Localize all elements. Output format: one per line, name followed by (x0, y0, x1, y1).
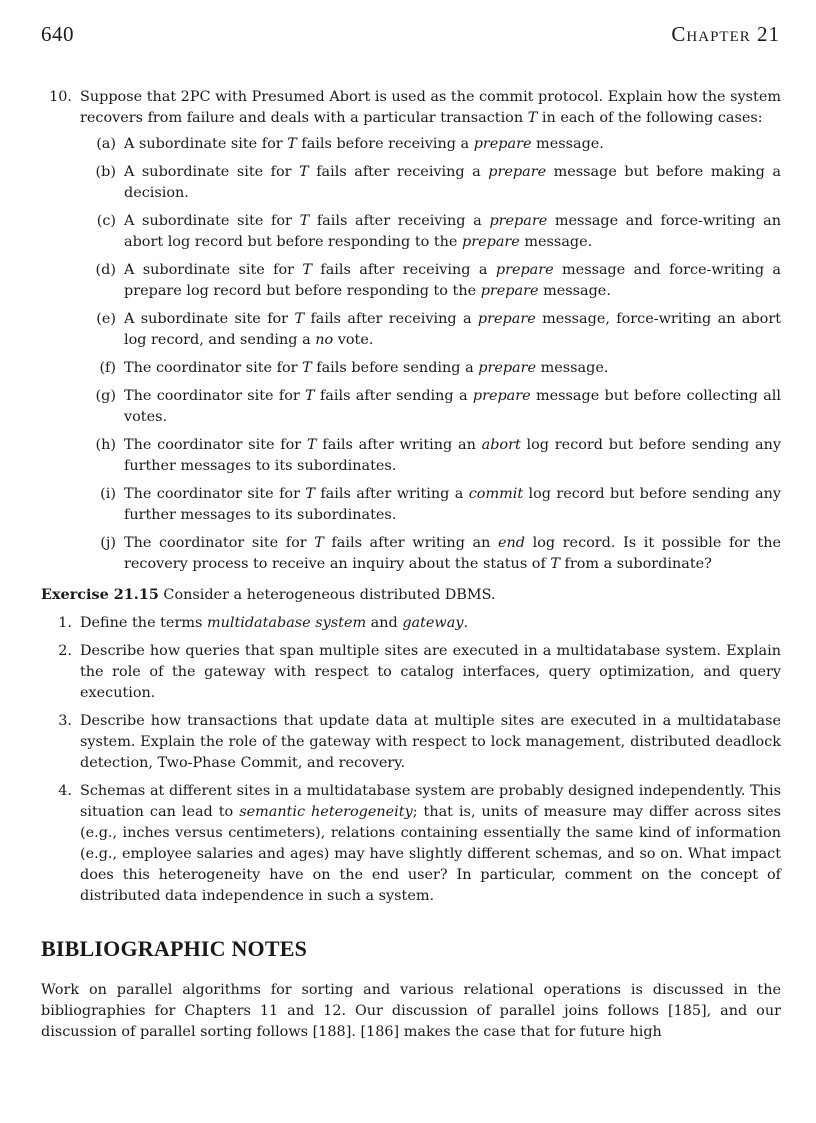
exercise-list (41, 613, 781, 907)
case-item-i: (i) The coordinator site for T fails after writing a commit log record but before sending any further messages to its subordinates. (100, 486, 781, 523)
page-body (41, 87, 781, 1043)
case-item-f: (f) The coordinator site for T fails before sending a prepare message. (99, 360, 609, 376)
exercise-item-2: 2. Describe how queries that span multiple sites are executed in a multidatabase system. Explain the role of the gateway with respect to catalog interfaces, query optimization, and query execution. (58, 643, 781, 701)
bibliographic-paragraph: Work on parallel algorithms for sorting and various relational operations is discussed in the bibliographies for Chapters 11 and 12. Our discussion of parallel joins follows [185], and our discussion of parallel sorting follows [188]. [186] makes the case that for future high (41, 982, 781, 1040)
case-item-h: (h) The coordinator site for T fails after writing an abort log record but before sending any further messages to its subordinates. (95, 437, 781, 474)
section-heading-bibliographic-notes: BIBLIOGRAPHIC NOTES (41, 936, 308, 961)
question-number: 10. (49, 89, 72, 105)
page-number: 640 (41, 22, 74, 46)
exercise-21-15 (41, 584, 781, 606)
exercise-item-1: 1. Define the terms multidatabase system and gateway. (58, 615, 469, 631)
case-item-e: (e) A subordinate site for T fails after receiving a prepare message, force-writing an abort log record, and sending a no vote. (96, 311, 781, 348)
case-item-b: (b) A subordinate site for T fails after receiving a prepare message but before making a decision. (95, 164, 781, 201)
exercise-label: Exercise 21.15 (41, 586, 159, 603)
case-list (41, 134, 781, 575)
case-item-g: (g) The coordinator site for T fails after sending a prepare message but before collecting all votes. (95, 388, 781, 425)
exercise-item-4: 4. Schemas at different sites in a multidatabase system are probably designed independently. This situation can lead to semantic heterogeneity; that is, units of measure may differ across sites (e.g., inches versus centimeters), relations containing essentially the same kind of information (e.g., employee salaries and ages) may have slightly different schemas, and so on. What impact does this heterogeneity have on the end user? In particular, comment on the concept of distributed data independence in such a system. (58, 783, 782, 904)
case-item-c: (c) A subordinate site for T fails after receiving a prepare message and force-writing an abort log record but before responding to the prepare message. (96, 213, 781, 250)
case-item-d: (d) A subordinate site for T fails after receiving a prepare message and force-writing a prepare log record but before responding to the prepare message. (95, 262, 782, 299)
question-10 (41, 87, 781, 129)
chapter-title: Chapter 21 (671, 22, 780, 46)
case-item-a: (a) A subordinate site for T fails before receiving a prepare message. (96, 136, 604, 152)
exercise-text: Consider a heterogeneous distributed DBMS. (158, 587, 496, 603)
running-head (41, 22, 780, 47)
question-intro: Suppose that 2PC with Presumed Abort is used as the commit protocol. Explain how the system recovers from failure and deals with a particular transaction T in each of the following cases: (80, 89, 781, 126)
exercise-item-3: 3. Describe how transactions that update data at multiple sites are executed in a multidatabase system. Explain the role of the gateway with respect to lock management, distributed deadlock detection, Two-Phase Commit, and recovery. (58, 713, 781, 771)
case-item-j: (j) The coordinator site for T fails after writing an end log record. Is it possible for the recovery process to receive an inquiry about the status of T from a subordinate? (100, 535, 781, 572)
